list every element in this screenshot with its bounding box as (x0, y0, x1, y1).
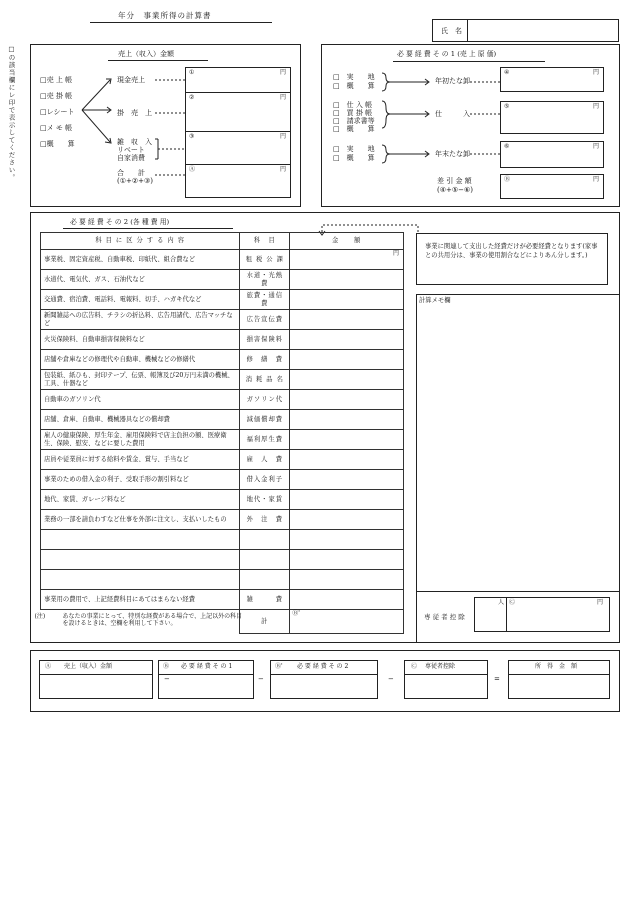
row-amount[interactable] (290, 270, 404, 290)
table-row (41, 510, 404, 530)
cost1-g2-1[interactable]: □ 仕 入 帳 (333, 101, 373, 109)
cost1-g2-3[interactable]: □ 請求書等 (333, 117, 375, 125)
deduction-amount-field[interactable] (508, 608, 608, 630)
table-row (41, 390, 404, 410)
summary-field-income[interactable] (510, 676, 608, 698)
summary-field-cost2[interactable] (272, 676, 376, 698)
title-underline (90, 22, 272, 23)
row-content: 事業のための借入金の利子、受取手形の割引料など (41, 470, 240, 490)
cost1-g3-1[interactable]: □ 実 地 (333, 145, 375, 153)
row-subject[interactable] (240, 570, 290, 590)
row-content: 火災保険料、自動車損害保険料など (41, 330, 240, 350)
row-content: 交通費、宿泊費、電話料、電報料、切手、ハガキ代など (41, 290, 240, 310)
col-subject-header: 科 目 (240, 233, 290, 250)
row-subject: 減価償却費 (240, 410, 290, 430)
sales-heading: 売上（収入）金額 (118, 50, 174, 58)
summary-box-deduction (404, 660, 488, 699)
row-content: 店員や従業員に対する給料や賃金、賞与、手当など (41, 450, 240, 470)
table-row (41, 350, 404, 370)
row-subject: 外 注 費 (240, 510, 290, 530)
sales-item-self: 自家消費 (117, 154, 145, 162)
table-row-blank (41, 550, 404, 570)
cost1-g1-1[interactable]: □ 実 地 (333, 73, 375, 81)
summary-box-income (508, 660, 610, 699)
sales-amount-2[interactable]: ② 円 (185, 92, 291, 132)
row-amount[interactable] (290, 550, 404, 570)
table-row (41, 250, 404, 270)
summary-label: 必 要 経 費 そ の 1 (181, 663, 233, 670)
table-row (41, 410, 404, 430)
deduction-unit: 円 (597, 599, 604, 606)
cost1-amount-b[interactable]: Ⓑ 円 (500, 174, 604, 199)
cost1-g1-label: 年初たな卸 (435, 77, 470, 85)
row-content: 自動車のガソリン代 (41, 390, 240, 410)
sales-arrows (80, 70, 120, 160)
row-amount[interactable] (290, 590, 404, 610)
memo-label: 計算メモ欄 (419, 297, 451, 304)
sales-leaders (155, 75, 187, 185)
table-row (41, 590, 404, 610)
sales-source-4[interactable]: □メ モ 帳 (40, 124, 73, 132)
name-box (432, 19, 619, 42)
row-subject: 租 税 公 課 (240, 250, 290, 270)
sales-source-2[interactable]: □売 掛 帳 (40, 92, 73, 100)
minus-sign: − (258, 675, 264, 683)
cost1-leaders (470, 70, 502, 170)
col-amount-header: 金 額 (290, 233, 404, 250)
cost1-diff-label: 差 引 金 額 (437, 177, 472, 185)
table-row (41, 450, 404, 470)
name-label: 氏 名 (441, 27, 462, 35)
row-subject: 雑 費 (240, 590, 290, 610)
row-subject: 地代・家賃 (240, 490, 290, 510)
deduction-mark: Ⓒ (509, 599, 516, 606)
cost1-amount-5[interactable]: ⑤ 円 (500, 101, 604, 134)
table-row (41, 310, 404, 330)
row-content[interactable] (41, 570, 240, 590)
cost1-g3-2[interactable]: □ 概 算 (333, 154, 375, 162)
table-total-row (41, 610, 404, 634)
side-note: □の該当欄にレ印で表示してください。 (7, 45, 16, 182)
row-amount[interactable] (290, 310, 404, 330)
row-content: 事業用の費用で、上記経費科目にあてはまらない経費 (41, 590, 240, 610)
row-subject: 福利厚生費 (240, 430, 290, 450)
row-content: 新聞雑誌への広告料、チラシの折込料、広告用諸代、広告マッチなど (41, 310, 240, 330)
row-content: 雇人の健康保険、厚生年金、雇用保険料で店主負担の額、医療衛生、保険、慰安、などに要した費用 (41, 430, 240, 450)
cost2-heading: 必 要 経 費 そ の 2 (各 種 費 用) (70, 218, 170, 226)
row-subject: 雇 人 費 (240, 450, 290, 470)
row-amount[interactable] (290, 570, 404, 590)
cost1-braces (380, 70, 440, 170)
name-field[interactable] (469, 21, 617, 40)
sales-total-formula: (①+②+③) (117, 177, 154, 185)
sales-item-rebate: リベート (117, 146, 145, 154)
table-row (41, 290, 404, 310)
table-row (41, 330, 404, 350)
row-amount[interactable] (290, 410, 404, 430)
summary-mark: Ⓐ (45, 663, 52, 670)
row-content[interactable] (41, 530, 240, 550)
cost1-diff-formula: (④+⑤−⑥) (437, 186, 474, 194)
cost1-heading: 必 要 経 費 そ の 1 (売 上 原 価) (397, 50, 497, 58)
summary-label: 売上（収入）金額 (64, 663, 113, 670)
summary-box-sales (39, 660, 153, 699)
deduction-persons-field[interactable] (476, 608, 504, 630)
row-subject: 水道・光熱費 (240, 270, 290, 290)
note-text: あなたの事業にとって、特別な経費がある場合で、上記以外の科目を設けるときは、空欄を利用して下さい。 (62, 613, 243, 628)
row-content: 水道代、電気代、ガス、石油代など (41, 270, 240, 290)
deduction-persons-unit: 人 (498, 599, 505, 606)
col-content-header: 科 目 に 区 分 す る 内 容 (41, 233, 240, 250)
page-title: 年分 事業所得の計算書 (118, 11, 212, 20)
sales-amount-1[interactable]: ① 円 (185, 67, 291, 93)
row-amount[interactable] (290, 370, 404, 390)
memo-area[interactable] (420, 308, 616, 588)
sales-amount-3[interactable]: ③ 円 (185, 131, 291, 165)
table-row (41, 370, 404, 390)
summary-mark: Ⓑ' (275, 663, 283, 670)
deduction-label: 専 従 者 控 除 (424, 613, 465, 621)
row-content: 業務の一部を請負わすなど仕事を外部に注文し、支払いしたもの (41, 510, 240, 530)
cost1-g1-2[interactable]: □ 概 算 (333, 82, 375, 90)
household-note-box (416, 233, 608, 285)
row-amount[interactable] (290, 250, 404, 270)
table-row (41, 270, 404, 290)
row-content: 店舗、倉庫、自動車、機械器具などの償却費 (41, 410, 240, 430)
summary-field-sales[interactable] (41, 676, 151, 698)
total-mark: Ⓑ' (292, 610, 300, 617)
household-note: 事業に関連して支出した経費だけが必要経費となります(家事との共用分は、事業の使用割合などによりあん分します。) (425, 243, 598, 260)
summary-mark: Ⓑ (163, 663, 170, 670)
summary-box-cost1 (158, 660, 254, 699)
sales-source-1[interactable]: □売 上 帳 (40, 76, 73, 84)
summary-box-cost2 (270, 660, 378, 699)
row-subject: 借入金利子 (240, 470, 290, 490)
sales-item-misc: 雑 収 入 (117, 138, 152, 146)
table-row-blank (41, 530, 404, 550)
row-amount[interactable] (290, 530, 404, 550)
row-amount[interactable] (290, 450, 404, 470)
table-row-blank (41, 570, 404, 590)
table-row (41, 490, 404, 510)
table-row (41, 470, 404, 490)
minus-sign: − (164, 675, 170, 683)
row-amount[interactable] (290, 390, 404, 410)
cost1-g2-label: 仕 入 (435, 110, 470, 118)
row-subject[interactable] (240, 550, 290, 570)
row-content[interactable] (41, 550, 240, 570)
row-subject: 消 耗 品 名 (240, 370, 290, 390)
cost1-amount-4[interactable]: ④ 円 (500, 67, 604, 92)
summary-mark: Ⓒ (411, 663, 418, 670)
cost2-table (34, 232, 404, 634)
row-subject: 損害保険料 (240, 330, 290, 350)
note-label: (注) (34, 613, 46, 620)
minus-sign: − (388, 675, 394, 683)
row-amount[interactable] (290, 350, 404, 370)
summary-label: 必 要 経 費 そ の 2 (297, 663, 349, 670)
summary-label: 所 得 金 額 (535, 663, 578, 670)
equals-sign: = (494, 675, 500, 683)
summary-field-cost1[interactable] (160, 676, 252, 698)
row-subject: 旅費・通信費 (240, 290, 290, 310)
row-subject: 修 繕 費 (240, 350, 290, 370)
cost1-g2-2[interactable]: □ 買 掛 帳 (333, 109, 373, 117)
row-amount[interactable] (290, 330, 404, 350)
row-content: 地代、家賃、ガレージ料など (41, 490, 240, 510)
row-subject: ガソリン代 (240, 390, 290, 410)
cost1-g3-label: 年末たな卸 (435, 150, 470, 158)
row-content: 包装紙、紙ひも、封印テープ、伝票、帳簿及び20万円未満の機械、工具、什器など (41, 370, 240, 390)
row-subject: 広告宣伝費 (240, 310, 290, 330)
sales-source-5[interactable]: □概 算 (40, 140, 75, 148)
sales-source-3[interactable]: □レシート (40, 108, 75, 116)
cost1-amount-6[interactable]: ⑥ 円 (500, 141, 604, 168)
yen-unit: 円 (392, 250, 399, 257)
summary-field-deduction[interactable] (406, 676, 486, 698)
row-amount[interactable] (290, 470, 404, 490)
row-subject[interactable] (240, 530, 290, 550)
sales-item-cash: 現金売上 (117, 76, 145, 84)
sales-item-credit: 掛 売 上 (117, 109, 152, 117)
sales-amount-total[interactable]: Ⓐ 円 (185, 164, 291, 198)
summary-label: 専従者控除 (425, 663, 456, 670)
row-amount[interactable] (290, 430, 404, 450)
row-amount[interactable] (290, 490, 404, 510)
total-amount[interactable] (290, 610, 404, 634)
row-content: 事業税、固定資産税、自動車税、印紙代、組合費など (41, 250, 240, 270)
row-amount[interactable] (290, 290, 404, 310)
row-amount[interactable] (290, 510, 404, 530)
row-content: 店舗や倉庫などの修理代や自動車、機械などの修繕代 (41, 350, 240, 370)
footnote-cell (34, 610, 243, 634)
cost1-g2-4[interactable]: □ 概 算 (333, 125, 375, 133)
sales-total-label: 合 計 (117, 169, 145, 177)
total-subject: 計 (240, 610, 290, 634)
table-row (41, 430, 404, 450)
